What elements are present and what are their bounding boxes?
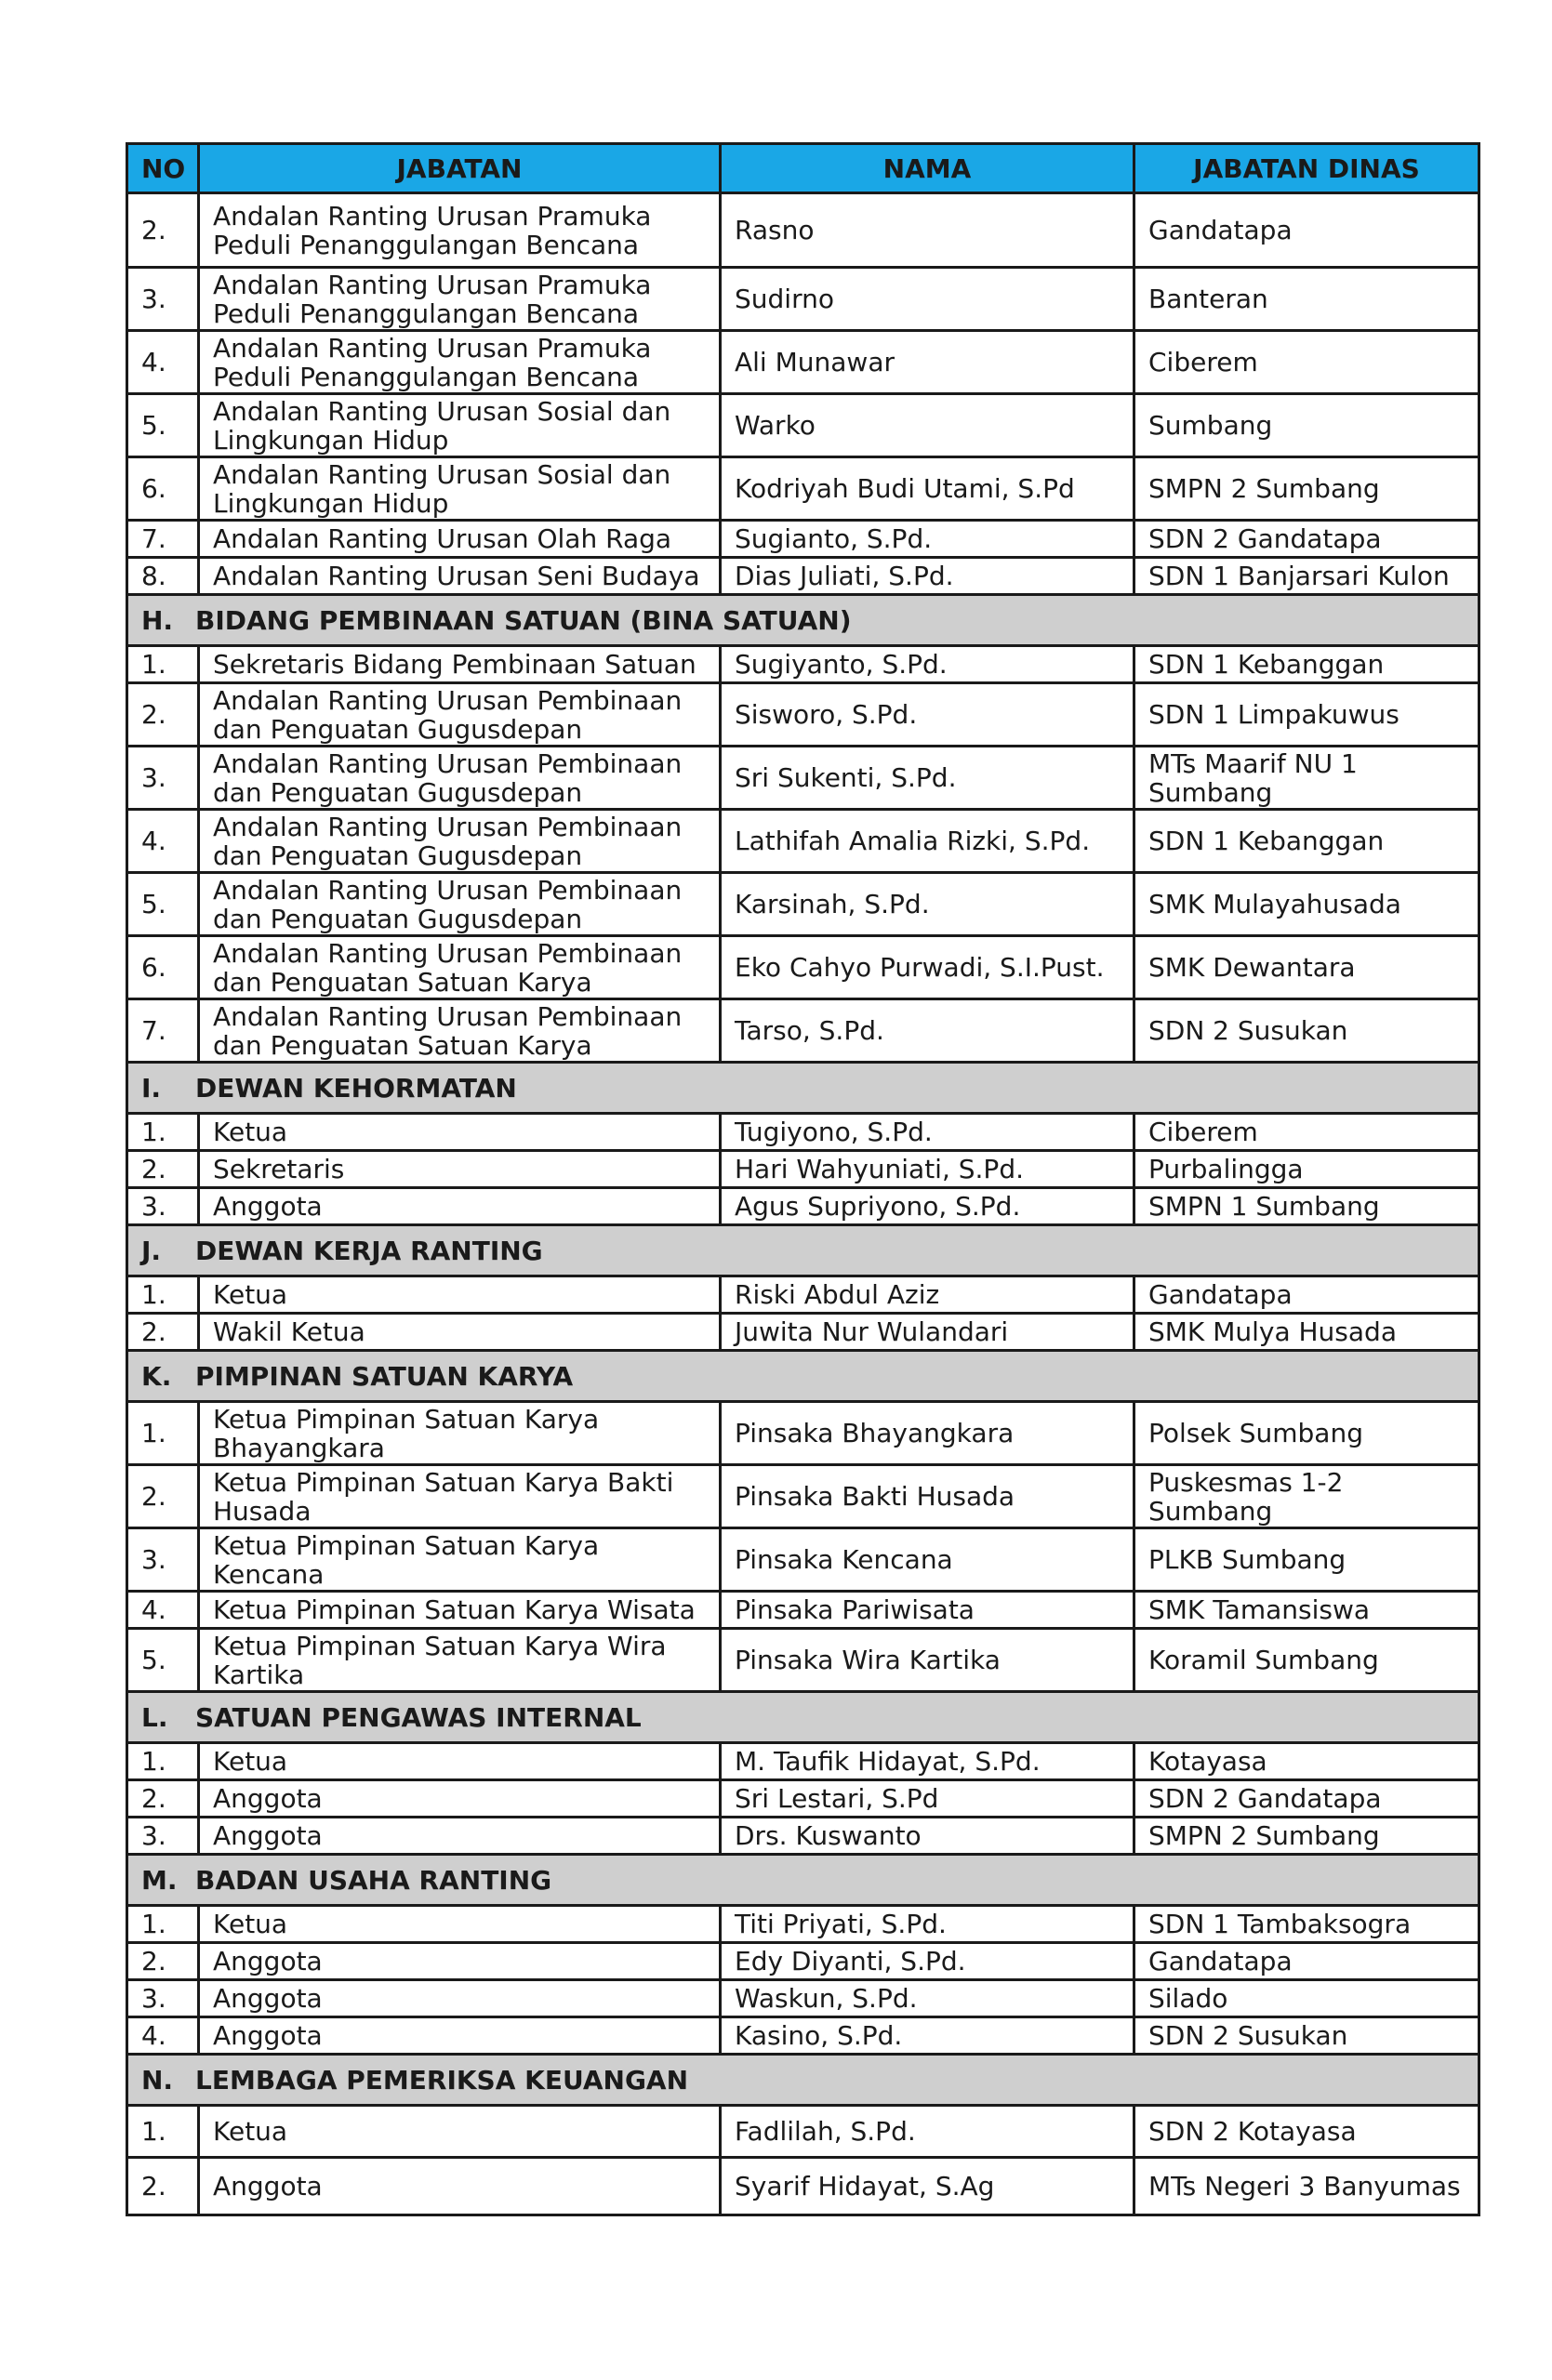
cell-nama: Warko [721,394,1134,457]
section-letter: L. [141,1701,168,1733]
cell-jabatan-dinas: SMK Tamansiswa [1134,1592,1479,1629]
cell-jabatan-dinas: MTs Negeri 3 Banyumas [1134,2158,1479,2215]
cell-nama: Hari Wahyuniati, S.Pd. [721,1151,1134,1188]
cell-jabatan-dinas: Ciberem [1134,1114,1479,1151]
cell-jabatan: Ketua [199,1276,721,1314]
cell-jabatan: Andalan Ranting Urusan Pembinaan dan Penguatan Satuan Karya [199,999,721,1063]
cell-no: 1. [127,1743,199,1780]
cell-jabatan: Andalan Ranting Urusan Pramuka Peduli Penanggulangan Bencana [199,193,721,268]
cell-no: 1. [127,1402,199,1465]
cell-jabatan-dinas: SDN 1 Tambaksogra [1134,1906,1479,1943]
table-header-row [127,144,1479,193]
cell-no: 7. [127,999,199,1063]
cell-jabatan-dinas: SDN 1 Kebanggan [1134,810,1479,873]
table-row [127,1980,1479,2017]
cell-no: 4. [127,2017,199,2055]
cell-nama: Juwita Nur Wulandari [721,1314,1134,1351]
table-row [127,1465,1479,1528]
cell-jabatan-dinas: SMK Dewantara [1134,936,1479,999]
cell-jabatan: Ketua [199,1114,721,1151]
cell-jabatan-dinas: SMPN 2 Sumbang [1134,1818,1479,1855]
cell-no: 6. [127,457,199,521]
cell-no: 3. [127,747,199,810]
section-title: LEMBAGA PEMERIKSA KEUANGAN [195,2064,689,2096]
cell-jabatan-dinas: SDN 2 Kotayasa [1134,2106,1479,2158]
table-row [127,1818,1479,1855]
cell-jabatan-dinas: SMK Mulya Husada [1134,1314,1479,1351]
cell-jabatan: Anggota [199,1188,721,1225]
cell-jabatan: Ketua [199,2106,721,2158]
cell-jabatan-dinas: SDN 1 Banjarsari Kulon [1134,558,1479,595]
cell-no: 1. [127,1276,199,1314]
table-row [127,1276,1479,1314]
organization-table [126,142,1480,2216]
cell-nama: M. Taufik Hidayat, S.Pd. [721,1743,1134,1780]
cell-no: 2. [127,1151,199,1188]
cell-no: 4. [127,331,199,394]
section-header [127,1225,1479,1276]
cell-jabatan-dinas: Gandatapa [1134,193,1479,268]
cell-nama: Syarif Hidayat, S.Ag [721,2158,1134,2215]
cell-nama: Tarso, S.Pd. [721,999,1134,1063]
cell-jabatan-dinas: PLKB Sumbang [1134,1528,1479,1592]
section-header [127,1692,1479,1743]
section-header [127,1063,1479,1114]
cell-no: 5. [127,1629,199,1692]
section-header [127,1351,1479,1402]
cell-no: 2. [127,1314,199,1351]
cell-nama: Waskun, S.Pd. [721,1980,1134,2017]
cell-jabatan: Andalan Ranting Urusan Pramuka Peduli Penanggulangan Bencana [199,331,721,394]
cell-nama: Karsinah, S.Pd. [721,873,1134,936]
section-header-row [127,2055,1479,2106]
cell-jabatan-dinas: Gandatapa [1134,1943,1479,1980]
cell-jabatan: Andalan Ranting Urusan Pembinaan dan Penguatan Gugusdepan [199,873,721,936]
cell-nama: Fadlilah, S.Pd. [721,2106,1134,2158]
section-title: SATUAN PENGAWAS INTERNAL [195,1701,642,1733]
section-header-row [127,1351,1479,1402]
cell-jabatan: Anggota [199,1980,721,2017]
cell-jabatan-dinas: SDN 2 Gandatapa [1134,1780,1479,1818]
cell-nama: Dias Juliati, S.Pd. [721,558,1134,595]
cell-jabatan-dinas: SMK Mulayahusada [1134,873,1479,936]
cell-jabatan: Ketua Pimpinan Satuan Karya Bakti Husada [199,1465,721,1528]
cell-jabatan: Sekretaris [199,1151,721,1188]
section-letter: N. [141,2064,174,2096]
table-row [127,1943,1479,1980]
section-header [127,1855,1479,1906]
cell-no: 2. [127,683,199,747]
cell-nama: Sisworo, S.Pd. [721,683,1134,747]
table-row [127,2106,1479,2158]
cell-nama: Drs. Kuswanto [721,1818,1134,1855]
cell-nama: Sugianto, S.Pd. [721,521,1134,558]
table-row [127,1906,1479,1943]
cell-jabatan-dinas: Kotayasa [1134,1743,1479,1780]
cell-no: 3. [127,1528,199,1592]
cell-jabatan: Andalan Ranting Urusan Pembinaan dan Penguatan Satuan Karya [199,936,721,999]
cell-nama: Titi Priyati, S.Pd. [721,1906,1134,1943]
cell-nama: Lathifah Amalia Rizki, S.Pd. [721,810,1134,873]
cell-jabatan-dinas: Sumbang [1134,394,1479,457]
cell-no: 2. [127,1465,199,1528]
cell-nama: Riski Abdul Aziz [721,1276,1134,1314]
cell-nama: Pinsaka Bhayangkara [721,1402,1134,1465]
section-letter: J. [141,1235,162,1266]
header-no: NO [127,144,199,193]
cell-jabatan-dinas: Ciberem [1134,331,1479,394]
cell-no: 5. [127,873,199,936]
cell-jabatan-dinas: Polsek Sumbang [1134,1402,1479,1465]
cell-nama: Pinsaka Kencana [721,1528,1134,1592]
table-row [127,457,1479,521]
section-header [127,595,1479,646]
table-row [127,2158,1479,2215]
table-row [127,683,1479,747]
cell-jabatan: Sekretaris Bidang Pembinaan Satuan [199,646,721,683]
section-letter: M. [141,1864,178,1896]
cell-jabatan-dinas: SMPN 1 Sumbang [1134,1188,1479,1225]
cell-jabatan: Andalan Ranting Urusan Pramuka Peduli Penanggulangan Bencana [199,268,721,331]
table-row [127,2017,1479,2055]
table-row [127,1528,1479,1592]
cell-jabatan: Anggota [199,1818,721,1855]
section-letter: I. [141,1072,162,1104]
cell-jabatan: Andalan Ranting Urusan Seni Budaya [199,558,721,595]
table-row [127,558,1479,595]
cell-jabatan: Wakil Ketua [199,1314,721,1351]
table-row [127,646,1479,683]
cell-nama: Eko Cahyo Purwadi, S.I.Pust. [721,936,1134,999]
cell-nama: Sri Sukenti, S.Pd. [721,747,1134,810]
cell-jabatan: Andalan Ranting Urusan Sosial dan Lingkungan Hidup [199,394,721,457]
cell-jabatan: Andalan Ranting Urusan Olah Raga [199,521,721,558]
cell-no: 2. [127,2158,199,2215]
cell-jabatan: Andalan Ranting Urusan Sosial dan Lingkungan Hidup [199,457,721,521]
section-title: DEWAN KERJA RANTING [195,1235,543,1266]
cell-nama: Agus Supriyono, S.Pd. [721,1188,1134,1225]
cell-no: 6. [127,936,199,999]
table-row [127,394,1479,457]
cell-nama: Tugiyono, S.Pd. [721,1114,1134,1151]
cell-nama: Sudirno [721,268,1134,331]
cell-jabatan: Anggota [199,2158,721,2215]
cell-no: 3. [127,1980,199,2017]
cell-jabatan: Ketua [199,1906,721,1943]
table-body [127,193,1479,2215]
cell-jabatan: Andalan Ranting Urusan Pembinaan dan Penguatan Gugusdepan [199,810,721,873]
table-row [127,873,1479,936]
table-row [127,999,1479,1063]
cell-no: 3. [127,268,199,331]
table-row [127,1629,1479,1692]
cell-nama: Kasino, S.Pd. [721,2017,1134,2055]
header-nama: NAMA [721,144,1134,193]
section-header-row [127,1692,1479,1743]
cell-no: 3. [127,1188,199,1225]
cell-jabatan: Anggota [199,1780,721,1818]
section-header-row [127,595,1479,646]
cell-jabatan: Anggota [199,1943,721,1980]
table-row [127,1314,1479,1351]
cell-no: 1. [127,2106,199,2158]
cell-jabatan-dinas: Puskesmas 1-2 Sumbang [1134,1465,1479,1528]
section-letter: H. [141,604,174,636]
cell-nama: Rasno [721,193,1134,268]
cell-jabatan-dinas: SMPN 2 Sumbang [1134,457,1479,521]
cell-no: 7. [127,521,199,558]
section-title: BADAN USAHA RANTING [195,1864,552,1896]
table-row [127,331,1479,394]
cell-jabatan-dinas: SDN 2 Gandatapa [1134,521,1479,558]
cell-no: 4. [127,810,199,873]
cell-no: 3. [127,1818,199,1855]
cell-nama: Sugiyanto, S.Pd. [721,646,1134,683]
cell-no: 1. [127,1906,199,1943]
cell-no: 5. [127,394,199,457]
cell-jabatan: Ketua Pimpinan Satuan Karya Wira Kartika [199,1629,721,1692]
cell-jabatan: Anggota [199,2017,721,2055]
cell-jabatan-dinas: MTs Maarif NU 1 Sumbang [1134,747,1479,810]
section-title: PIMPINAN SATUAN KARYA [195,1360,574,1392]
cell-jabatan-dinas: Silado [1134,1980,1479,2017]
cell-jabatan-dinas: Koramil Sumbang [1134,1629,1479,1692]
cell-no: 2. [127,1780,199,1818]
cell-jabatan-dinas: Gandatapa [1134,1276,1479,1314]
cell-no: 8. [127,558,199,595]
table-row [127,1151,1479,1188]
cell-no: 1. [127,646,199,683]
table-row [127,1743,1479,1780]
table-row [127,936,1479,999]
section-header-row [127,1063,1479,1114]
section-header [127,2055,1479,2106]
cell-jabatan: Ketua Pimpinan Satuan Karya Bhayangkara [199,1402,721,1465]
table-row [127,1592,1479,1629]
cell-jabatan: Andalan Ranting Urusan Pembinaan dan Penguatan Gugusdepan [199,747,721,810]
cell-no: 2. [127,1943,199,1980]
cell-nama: Pinsaka Pariwisata [721,1592,1134,1629]
cell-jabatan: Ketua Pimpinan Satuan Karya Kencana [199,1528,721,1592]
cell-nama: Kodriyah Budi Utami, S.Pd [721,457,1134,521]
cell-jabatan: Ketua [199,1743,721,1780]
cell-nama: Sri Lestari, S.Pd [721,1780,1134,1818]
cell-nama: Ali Munawar [721,331,1134,394]
cell-jabatan-dinas: Banteran [1134,268,1479,331]
table-row [127,268,1479,331]
section-letter: K. [141,1360,172,1392]
cell-no: 4. [127,1592,199,1629]
table-row [127,1780,1479,1818]
header-jabatan: JABATAN [199,144,721,193]
cell-no: 2. [127,193,199,268]
section-title: DEWAN KEHORMATAN [195,1072,517,1104]
table-row [127,747,1479,810]
cell-jabatan: Ketua Pimpinan Satuan Karya Wisata [199,1592,721,1629]
table-row [127,1402,1479,1465]
table-row [127,193,1479,268]
table-row [127,810,1479,873]
header-jabatan-dinas: JABATAN DINAS [1134,144,1479,193]
table-row [127,1188,1479,1225]
cell-no: 1. [127,1114,199,1151]
cell-jabatan: Andalan Ranting Urusan Pembinaan dan Penguatan Gugusdepan [199,683,721,747]
cell-nama: Pinsaka Bakti Husada [721,1465,1134,1528]
cell-jabatan-dinas: SDN 2 Susukan [1134,2017,1479,2055]
cell-nama: Pinsaka Wira Kartika [721,1629,1134,1692]
section-title: BIDANG PEMBINAAN SATUAN (BINA SATUAN) [195,604,852,636]
cell-jabatan-dinas: SDN 1 Kebanggan [1134,646,1479,683]
cell-nama: Edy Diyanti, S.Pd. [721,1943,1134,1980]
table-row [127,521,1479,558]
cell-jabatan-dinas: SDN 1 Limpakuwus [1134,683,1479,747]
cell-jabatan-dinas: Purbalingga [1134,1151,1479,1188]
section-header-row [127,1225,1479,1276]
section-header-row [127,1855,1479,1906]
table-row [127,1114,1479,1151]
cell-jabatan-dinas: SDN 2 Susukan [1134,999,1479,1063]
